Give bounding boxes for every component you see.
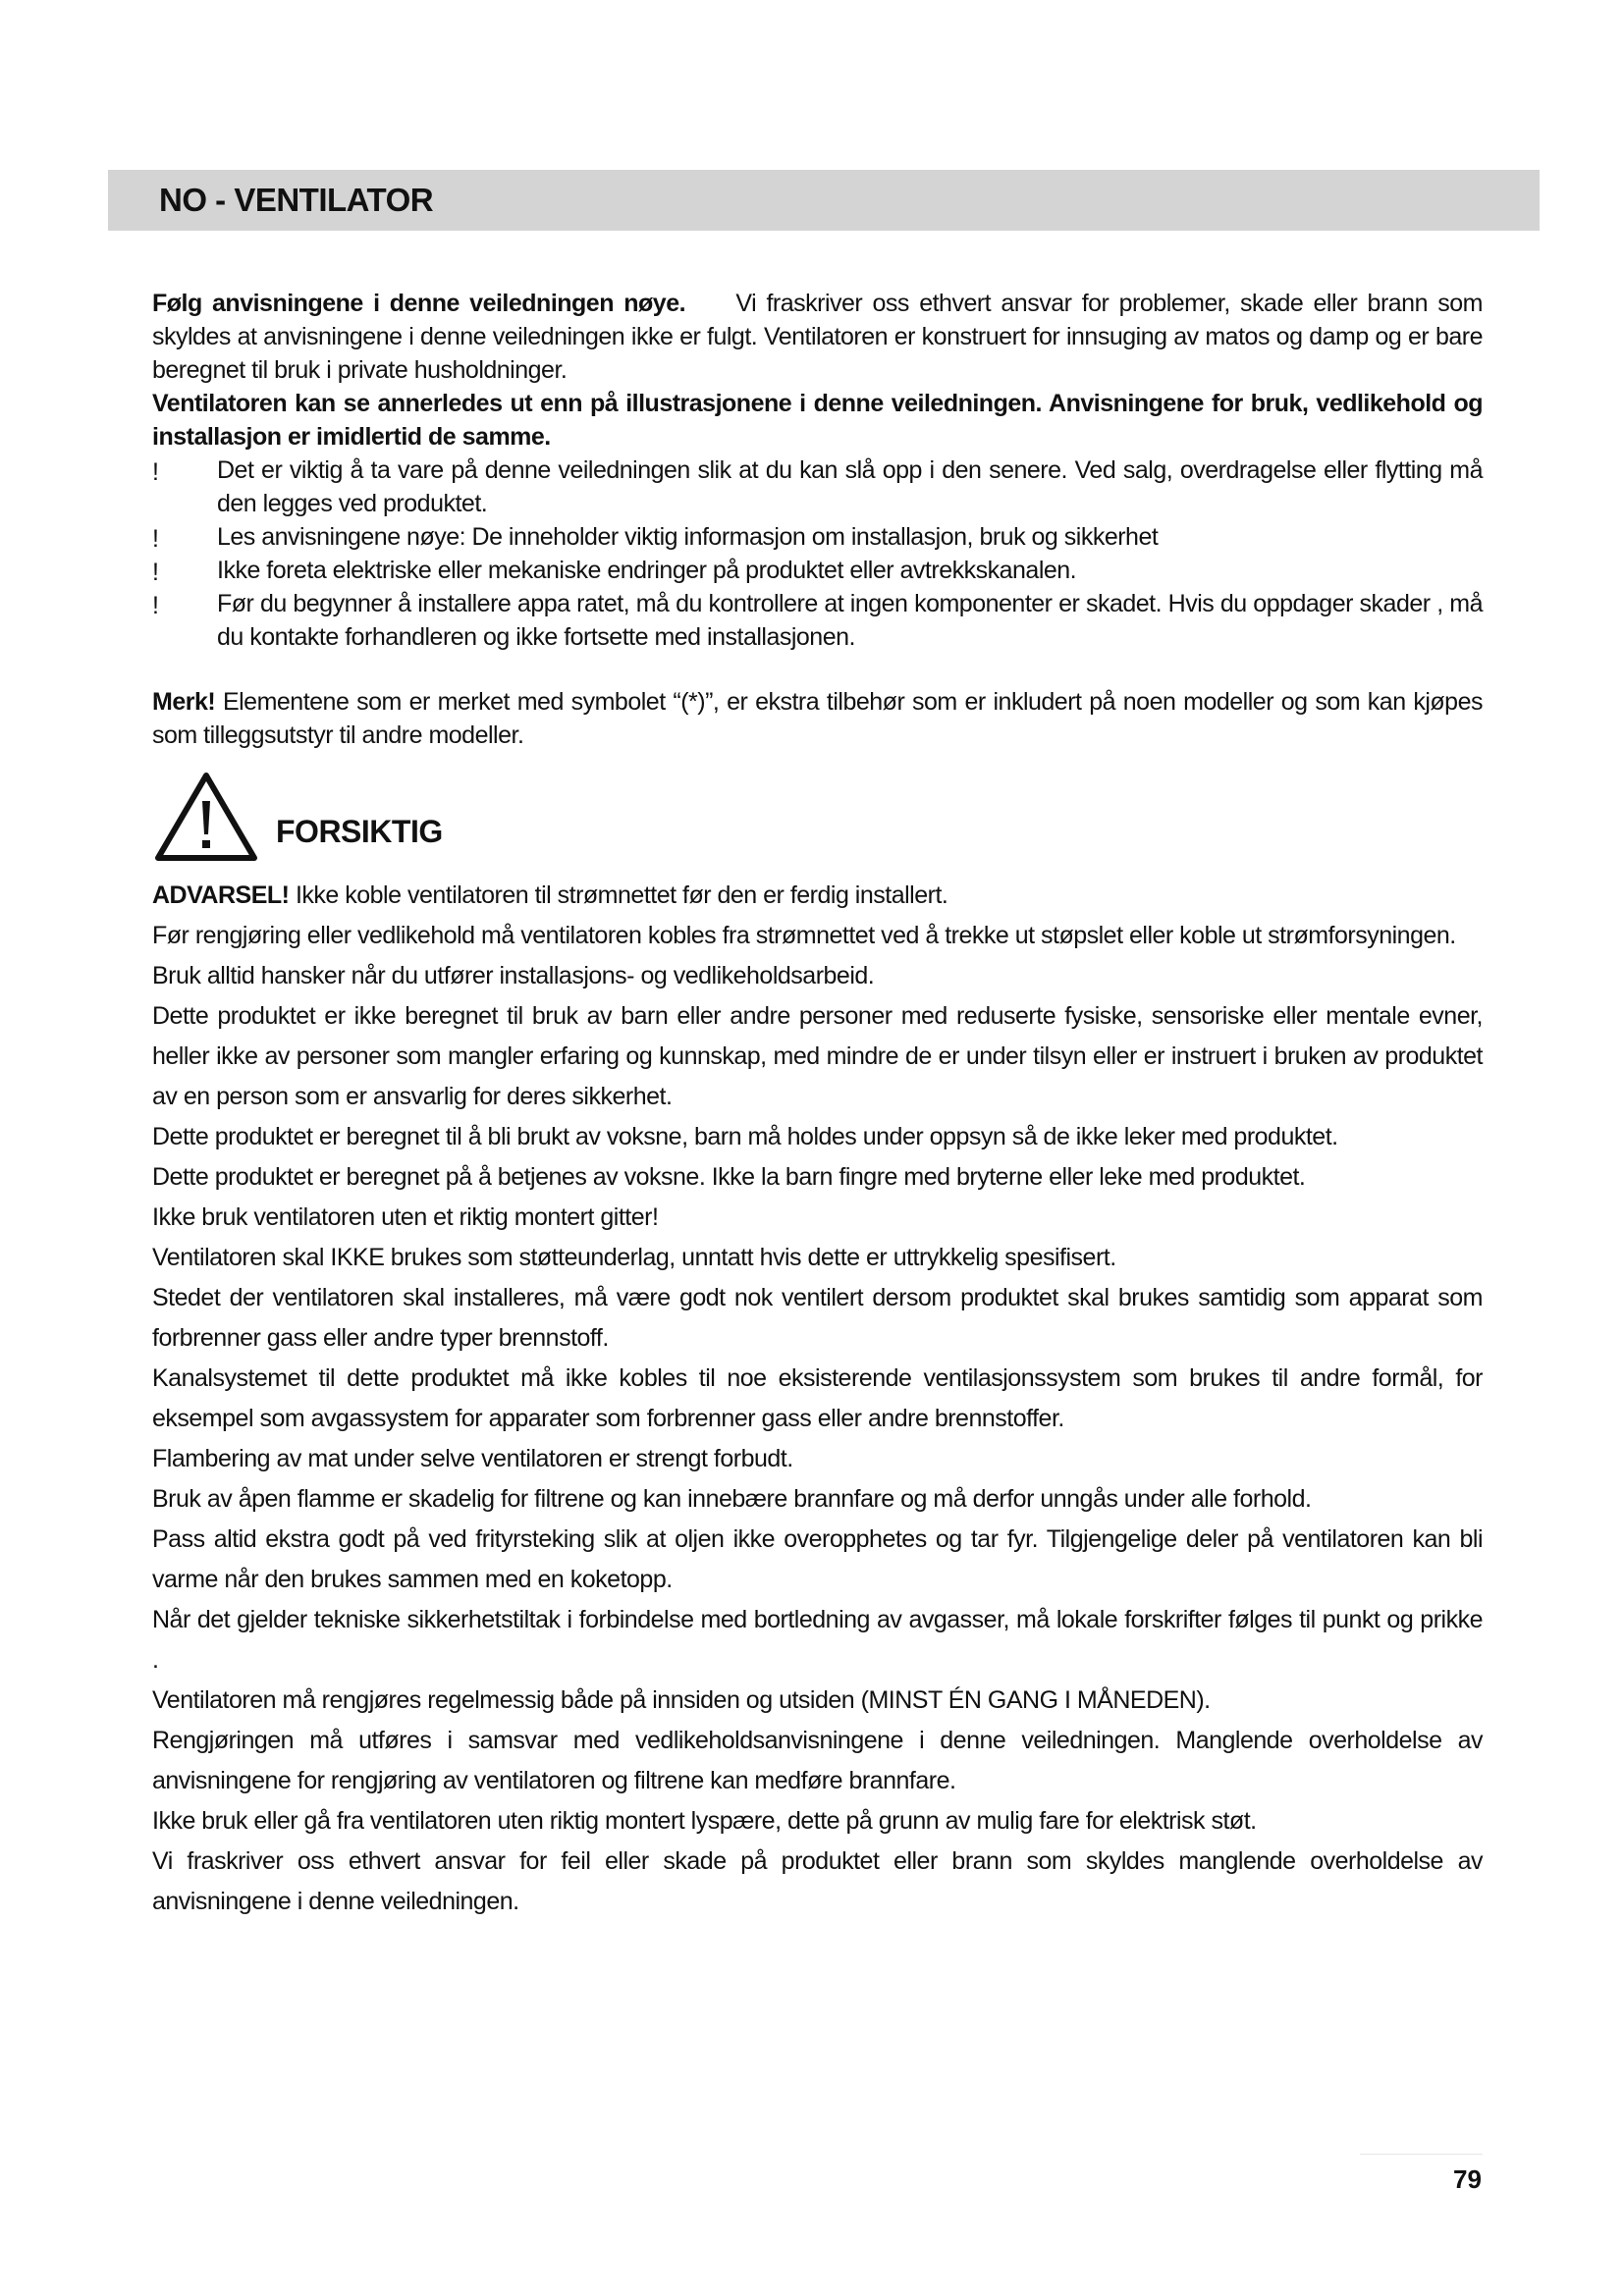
caution-paragraph: Kanalsystemet til dette produktet må ikke kobles til noe eksisterende ventilasjonssystem som brukes til andre formål, for eksempel som avgassystem for apparater som forbrenner gass eller andre brennstoffer. <box>152 1364 1483 1432</box>
caution-paragraph: Før rengjøring eller vedlikehold må ventilatoren kobles fra strømnettet ved å trekke ut støpslet eller koble ut strømforsyningen. <box>152 922 1456 949</box>
warning-text: Ikke koble ventilatoren til strømnettet før den er ferdig installert. <box>295 881 948 909</box>
note-text: Elementene som er merket med symbolet “(*)”, er ekstra tilbehør som er inkludert på noen modeller og som kan kjøpes som tilleggsutstyr til andre modeller. <box>152 688 1483 749</box>
exclamation-icon: ! <box>152 559 159 586</box>
caution-title: FORSIKTIG <box>276 814 443 849</box>
intro-paragraph <box>152 287 1483 387</box>
list-item <box>152 587 1483 654</box>
caution-section <box>152 876 1483 1922</box>
caution-paragraph: Dette produktet er beregnet til å bli brukt av voksne, barn må holdes under oppsyn så de ikke leker med produktet. <box>152 1123 1338 1150</box>
caution-paragraph: Ikke bruk ventilatoren uten et riktig montert gitter! <box>152 1203 659 1231</box>
caution-paragraph: Bruk av åpen flamme er skadelig for filtrene og kan innebære brannfare og må derfor unngås under alle forhold. <box>152 1485 1312 1513</box>
caution-paragraph: Ventilatoren skal IKKE brukes som støtteunderlag, unntatt hvis dette er uttrykkelig spesifisert. <box>152 1244 1116 1271</box>
intro-lead: Følg anvisningene i denne veiledningen nøye. <box>152 290 686 317</box>
section-header-bar <box>108 170 1540 231</box>
list-item <box>152 454 1483 520</box>
list-item <box>152 554 1483 587</box>
document-body <box>152 287 1483 1922</box>
list-item-text: Les anvisningene nøye: De inneholder viktig informasjon om installasjon, bruk og sikkerhet <box>217 523 1159 551</box>
note-label: Merk! <box>152 688 216 716</box>
caution-paragraph: Bruk alltid hansker når du utfører installasjons- og vedlikeholdsarbeid. <box>152 962 875 989</box>
caution-paragraph: Når det gjelder tekniske sikkerhetstiltak i forbindelse med bortledning av avgasser, må lokale forskrifter følges til punkt og prikke . <box>152 1606 1483 1674</box>
list-item-text: Det er viktig å ta vare på denne veiledningen slik at du kan slå opp i den senere. Ved salg, overdragelse eller flytting må den legges ved produktet. <box>217 456 1483 517</box>
bullet-list <box>152 454 1483 654</box>
warning-paragraph <box>152 876 1483 916</box>
warning-triangle-icon <box>152 768 260 866</box>
illustration-notice: Ventilatoren kan se annerledes ut enn på illustrasjonene i denne veiledningen. Anvisningene for bruk, vedlikehold og installasjon er imidlertid de samme. <box>152 390 1483 451</box>
page-title: NO - VENTILATOR <box>159 182 434 218</box>
caution-paragraph: Stedet der ventilatoren skal installeres, må være godt nok ventilert dersom produktet skal brukes samtidig som apparat som forbrenner gass eller andre typer brennstoff. <box>152 1284 1483 1352</box>
caution-paragraph: Ikke bruk eller gå fra ventilatoren uten riktig montert lyspære, dette på grunn av mulig fare for elektrisk støt. <box>152 1807 1257 1835</box>
note-paragraph <box>152 685 1483 752</box>
caution-paragraph: Rengjøringen må utføres i samsvar med vedlikeholdsanvisningene i denne veiledningen. Manglende overholdelse av anvisningene for rengjøring av ventilatoren og filtrene kan medføre brannfare. <box>152 1727 1483 1794</box>
caution-paragraph: Dette produktet er beregnet på å betjenes av voksne. Ikke la barn fingre med bryterne eller leke med produktet. <box>152 1163 1306 1191</box>
caution-paragraph: Flambering av mat under selve ventilatoren er strengt forbudt. <box>152 1445 793 1472</box>
list-item-text: Før du begynner å installere appa ratet, må du kontrollere at ingen komponenter er skadet. Hvis du oppdager skader , må du kontakte forhandleren og ikke fortsette med installasjonen. <box>217 590 1483 651</box>
intro-text: Vi fraskriver oss ethvert ansvar for problemer, skade eller brann som skyldes at anvisningene i denne veiledningen ikke er fulgt. Ventilatoren er konstruert for innsuging av matos og damp og er bare beregnet til bruk i private husholdninger. <box>152 290 1483 384</box>
exclamation-icon: ! <box>152 458 159 486</box>
exclamation-icon: ! <box>152 525 159 553</box>
caution-paragraph: Vi fraskriver oss ethvert ansvar for feil eller skade på produktet eller brann som skyldes manglende overholdelse av anvisningene i denne veiledningen. <box>152 1847 1483 1915</box>
caution-paragraph: Dette produktet er ikke beregnet til bruk av barn eller andre personer med reduserte fysiske, sensoriske eller mentale evner, heller ikke av personer som mangler erfaring og kunnskap, med mindre de er under tilsyn eller er instruert i bruken av produktet av en person som er ansvarlig for deres sikkerhet. <box>152 1002 1483 1110</box>
warning-label: ADVARSEL! <box>152 881 290 909</box>
list-item-text: Ikke foreta elektriske eller mekaniske endringer på produktet eller avtrekkskanalen. <box>217 557 1077 584</box>
exclamation-icon: ! <box>152 592 159 619</box>
footer-divider <box>1360 2154 1483 2155</box>
list-item <box>152 520 1483 554</box>
page-number: 79 <box>1453 2164 1482 2194</box>
caution-paragraph: Pass altid ekstra godt på ved frityrsteking slik at oljen ikke overopphetes og tar fyr. Tilgjengelige deler på ventilatoren kan bli varme når den brukes sammen med en koketopp. <box>152 1525 1483 1593</box>
caution-paragraph: Ventilatoren må rengjøres regelmessig både på innsiden og utsiden (MINST ÉN GANG I MÅNEDEN). <box>152 1686 1211 1714</box>
caution-heading <box>152 768 1483 876</box>
